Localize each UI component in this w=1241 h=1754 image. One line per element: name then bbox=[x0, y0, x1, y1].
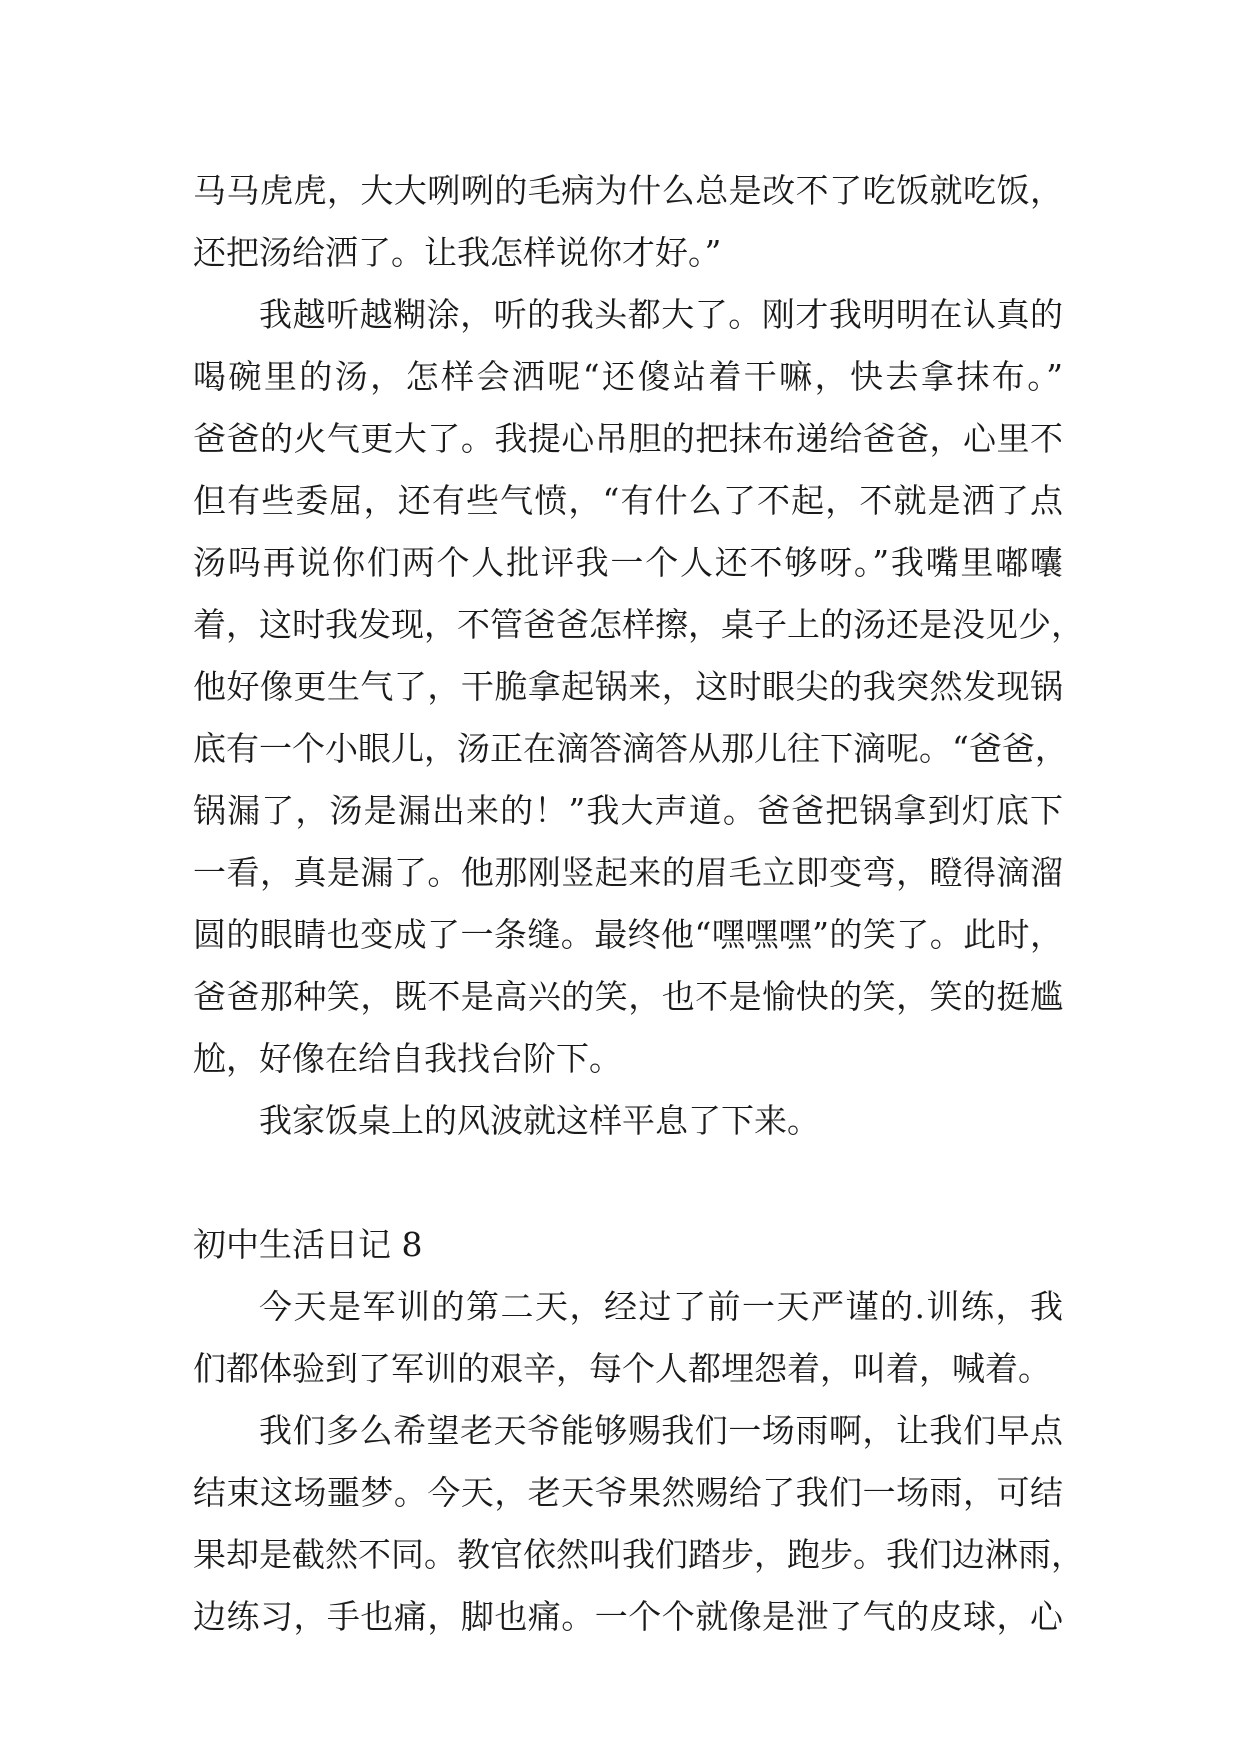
text-line: 边练习，手也痛，脚也痛。一个个就像是泄了气的皮球，心 bbox=[193, 1597, 1063, 1636]
text-line: 我越听越糊涂，听的我头都大了。刚才我明明在认真的 bbox=[259, 295, 1063, 334]
paragraph bbox=[193, 1400, 1084, 1648]
section-heading: 初中生活日记 8 bbox=[193, 1225, 423, 1264]
text-line: 结束这场噩梦。今天，老天爷果然赐给了我们一场雨，可结 bbox=[193, 1473, 1063, 1512]
text-line: 尬，好像在给自我找台阶下。 bbox=[193, 1039, 622, 1078]
spacer bbox=[193, 1152, 1063, 1214]
text-line: 果却是截然不同。教官依然叫我们踏步，跑步。我们边淋雨， bbox=[193, 1535, 1084, 1574]
text-line: 喝碗里的汤，怎样会洒呢“还傻站着干嘛，快去拿抹布。” bbox=[193, 357, 1063, 396]
text-line: 们都体验到了军训的艰辛，每个人都埋怨着，叫着，喊着。 bbox=[193, 1349, 1051, 1388]
text-line: 但有些委屈，还有些气愤，“有什么了不起，不就是洒了点 bbox=[193, 481, 1063, 520]
paragraph bbox=[193, 284, 1084, 1090]
paragraph bbox=[193, 160, 1063, 284]
paragraph bbox=[193, 1090, 1063, 1152]
text-line: 着，这时我发现，不管爸爸怎样擦，桌子上的汤还是没见少， bbox=[193, 605, 1084, 644]
text-line: 圆的眼睛也变成了一条缝。最终他“嘿嘿嘿”的笑了。此时， bbox=[193, 915, 1063, 954]
text-line: 今天是军训的第二天，经过了前一天严谨的.训练，我 bbox=[259, 1287, 1063, 1326]
text-line: 我们多么希望老天爷能够赐我们一场雨啊，让我们早点 bbox=[259, 1411, 1063, 1450]
text-line: 他好像更生气了，干脆拿起锅来，这时眼尖的我突然发现锅 bbox=[193, 667, 1063, 706]
paragraph bbox=[193, 1276, 1063, 1400]
text-line: 马马虎虎，大大咧咧的毛病为什么总是改不了吃饭就吃饭， bbox=[193, 171, 1063, 210]
text-line: 底有一个小眼儿，汤正在滴答滴答从那儿往下滴呢。“爸爸， bbox=[193, 729, 1068, 768]
text-line: 锅漏了，汤是漏出来的！”我大声道。爸爸把锅拿到灯底下 bbox=[193, 791, 1063, 830]
text-line: 爸爸那种笑，既不是高兴的笑，也不是愉快的笑，笑的挺尴 bbox=[193, 977, 1063, 1016]
text-line: 汤吗再说你们两个人批评我一个人还不够呀。”我嘴里嘟囔 bbox=[193, 543, 1063, 582]
document-body bbox=[193, 160, 1084, 1648]
text-line: 我家饭桌上的风波就这样平息了下来。 bbox=[259, 1101, 820, 1140]
text-line: 一看，真是漏了。他那刚竖起来的眉毛立即变弯，瞪得滴溜 bbox=[193, 853, 1063, 892]
text-line: 还把汤给洒了。让我怎样说你才好。” bbox=[193, 233, 722, 272]
text-line: 爸爸的火气更大了。我提心吊胆的把抹布递给爸爸，心里不 bbox=[193, 419, 1063, 458]
